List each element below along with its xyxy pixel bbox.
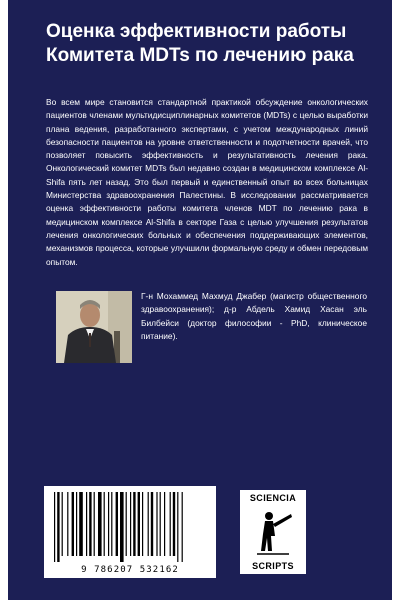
publisher-logo	[240, 490, 306, 574]
isbn-barcode	[44, 486, 216, 578]
publisher-name-top: SCIENCIA	[249, 493, 297, 503]
isbn-number: 9 786207 532162	[81, 565, 179, 575]
book-title: Оценка эффективности работы Комитета MDTs по лечению рака	[46, 21, 354, 66]
author-photo	[56, 291, 132, 363]
barcode-bars	[52, 492, 208, 562]
figure-with-telescope-icon	[253, 506, 293, 556]
author-bio: Г-н Мохаммед Махмуд Джабер (магистр общественного здравоохранения); д-р Абдель Хамид Хасан эль Билбейси (доктор философии - PhD, клиническое питание).	[141, 291, 367, 341]
book-back-cover	[8, 0, 392, 600]
publisher-name-bottom: SCRIPTS	[252, 561, 294, 571]
book-description: Во всем мире становится стандартной практикой обсуждение онкологических пациентов членами мультидисциплинарных комитетов (MDTs) с целью выработки плана ведения, разработанного экспертами, с учетом международных линий безопасности пациентов на уровне ответственности и подотчетности врачей, что позволяет повысить эффективность и результативность лечения рака. Онкологический комитет MDTs был недавно создан в медицинском комплексе Al-Shifa пять лет назад. Это был первый и единственный опыт во всех больницах Министерства здравоохранения Палестины. В исследовании рассматривается оценка эффективности работы комитета членов MDT по лечению рака в медицинском комплексе Al-Shifa в секторе Газа с целью улучшения результатов лечения онкологических больных и обеспечения поддерживающих элементов, механизмов процесса, которые улучшили формальную среду и обмен передовым опытом.	[46, 97, 368, 267]
